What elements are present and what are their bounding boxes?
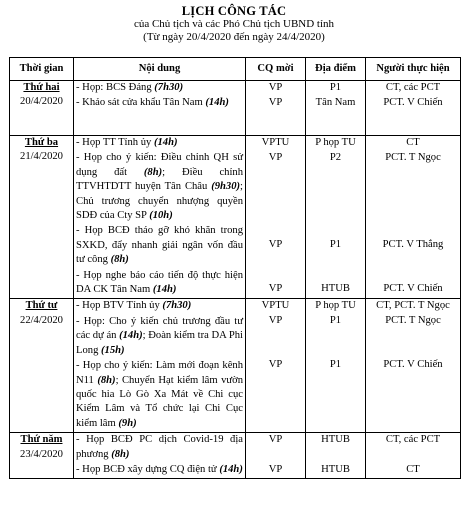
table-row	[10, 433, 461, 479]
person-cell: CT, các PCT PCT. V Chiến	[366, 81, 461, 136]
day-cell	[10, 299, 74, 433]
table-header-row	[10, 58, 461, 81]
document-title: LỊCH CÔNG TÁC	[181, 4, 287, 18]
content-cell	[74, 81, 246, 136]
place-cell: P họp TU P2 P1 HTUB	[306, 136, 366, 299]
inviter-cell: VP VP	[246, 81, 306, 136]
list-item: - Họp BCĐ PC dịch Covid-19 địa phương (8h)	[76, 434, 243, 460]
document-subtitle: của Chủ tịch và các Phó Chủ tịch UBND tỉnh	[133, 18, 335, 30]
table-row	[10, 81, 461, 136]
list-item: - Họp cho ý kiến: Làm mới đoạn kênh N11 (8h); Chuyển Hạt kiểm lâm vườn quốc hia Lò Gò Xa Mát về Chi cục Kiểm Lâm và Tổ chức lại Chi Cục kiểm lâm (9h)	[76, 360, 244, 429]
table-row	[10, 136, 461, 299]
col-header-time: Thời gian	[10, 58, 74, 81]
content-cell	[74, 299, 246, 433]
content-cell	[74, 136, 246, 299]
col-header-content: Nội dung	[74, 58, 246, 81]
place-cell: P họp TU P1 P1	[306, 299, 366, 433]
inviter-cell: VPTU VP VP	[246, 299, 306, 433]
list-item: - Họp nghe báo cáo tiến độ thực hiện DA CK Tân Nam (14h)	[76, 269, 243, 296]
day-cell	[10, 433, 74, 479]
list-item: - Họp BTV Tỉnh ủy (7h30)	[76, 300, 192, 312]
col-header-inviter: CQ mời	[246, 58, 306, 81]
col-header-person: Người thực hiện	[366, 58, 461, 81]
date-range: (Từ ngày 20/4/2020 đến ngày 24/4/2020)	[143, 31, 325, 43]
list-item: - Họp BCĐ tháo gỡ khó khăn trong SXKD, đẩy nhanh giải ngân vốn đầu tư công (8h)	[76, 225, 243, 266]
day-cell	[10, 81, 74, 136]
col-header-place: Địa điểm	[306, 58, 366, 81]
day-date: 23/4/2020	[20, 448, 63, 460]
person-cell: CT, các PCT CT	[366, 433, 461, 479]
place-cell: HTUB HTUB	[306, 433, 366, 479]
list-item: - Họp cho ý kiến: Điều chỉnh QH sử dụng đất (8h); Điều chỉnh TTVHTDTT huyện Tân Châu (9h30); Chủ trương chuyển nhượng quyền SDĐ của Cty SP (10h)	[76, 152, 243, 222]
person-cell: CT PCT. T Ngọc PCT. V Thắng PCT. V Chiến	[366, 136, 461, 299]
day-name: Thứ năm	[20, 434, 63, 446]
place-cell: P1 Tân Nam	[306, 81, 366, 136]
inviter-cell: VPTU VP VP VP	[246, 136, 306, 299]
schedule-table	[9, 57, 461, 479]
day-name: Thứ tư	[25, 300, 58, 312]
day-name: Thứ ba	[24, 137, 59, 148]
person-cell: CT, PCT. T Ngọc PCT. T Ngọc PCT. V Chiến	[366, 299, 461, 433]
list-item: - Họp TT Tỉnh ủy (14h)	[76, 137, 178, 148]
list-item: - Họp BCĐ xây dựng CQ điện tử (14h)	[76, 463, 243, 475]
day-cell	[10, 136, 74, 299]
list-item: - Họp: BCS Đảng (7h30)	[76, 82, 184, 93]
day-date: 22/4/2020	[20, 314, 63, 326]
content-cell	[74, 433, 246, 479]
day-date: 21/4/2020	[20, 151, 63, 163]
table-row	[10, 299, 461, 433]
day-date: 20/4/2020	[20, 96, 63, 108]
list-item: - Khảo sát cửa khẩu Tân Nam (14h)	[76, 97, 229, 109]
list-item: - Họp: Cho ý kiến chủ trương đầu tư các dự án (14h); Đoàn kiểm tra DA Phi Long (15h)	[76, 315, 244, 356]
day-name: Thứ hai	[23, 82, 60, 93]
inviter-cell: VP VP	[246, 433, 306, 479]
